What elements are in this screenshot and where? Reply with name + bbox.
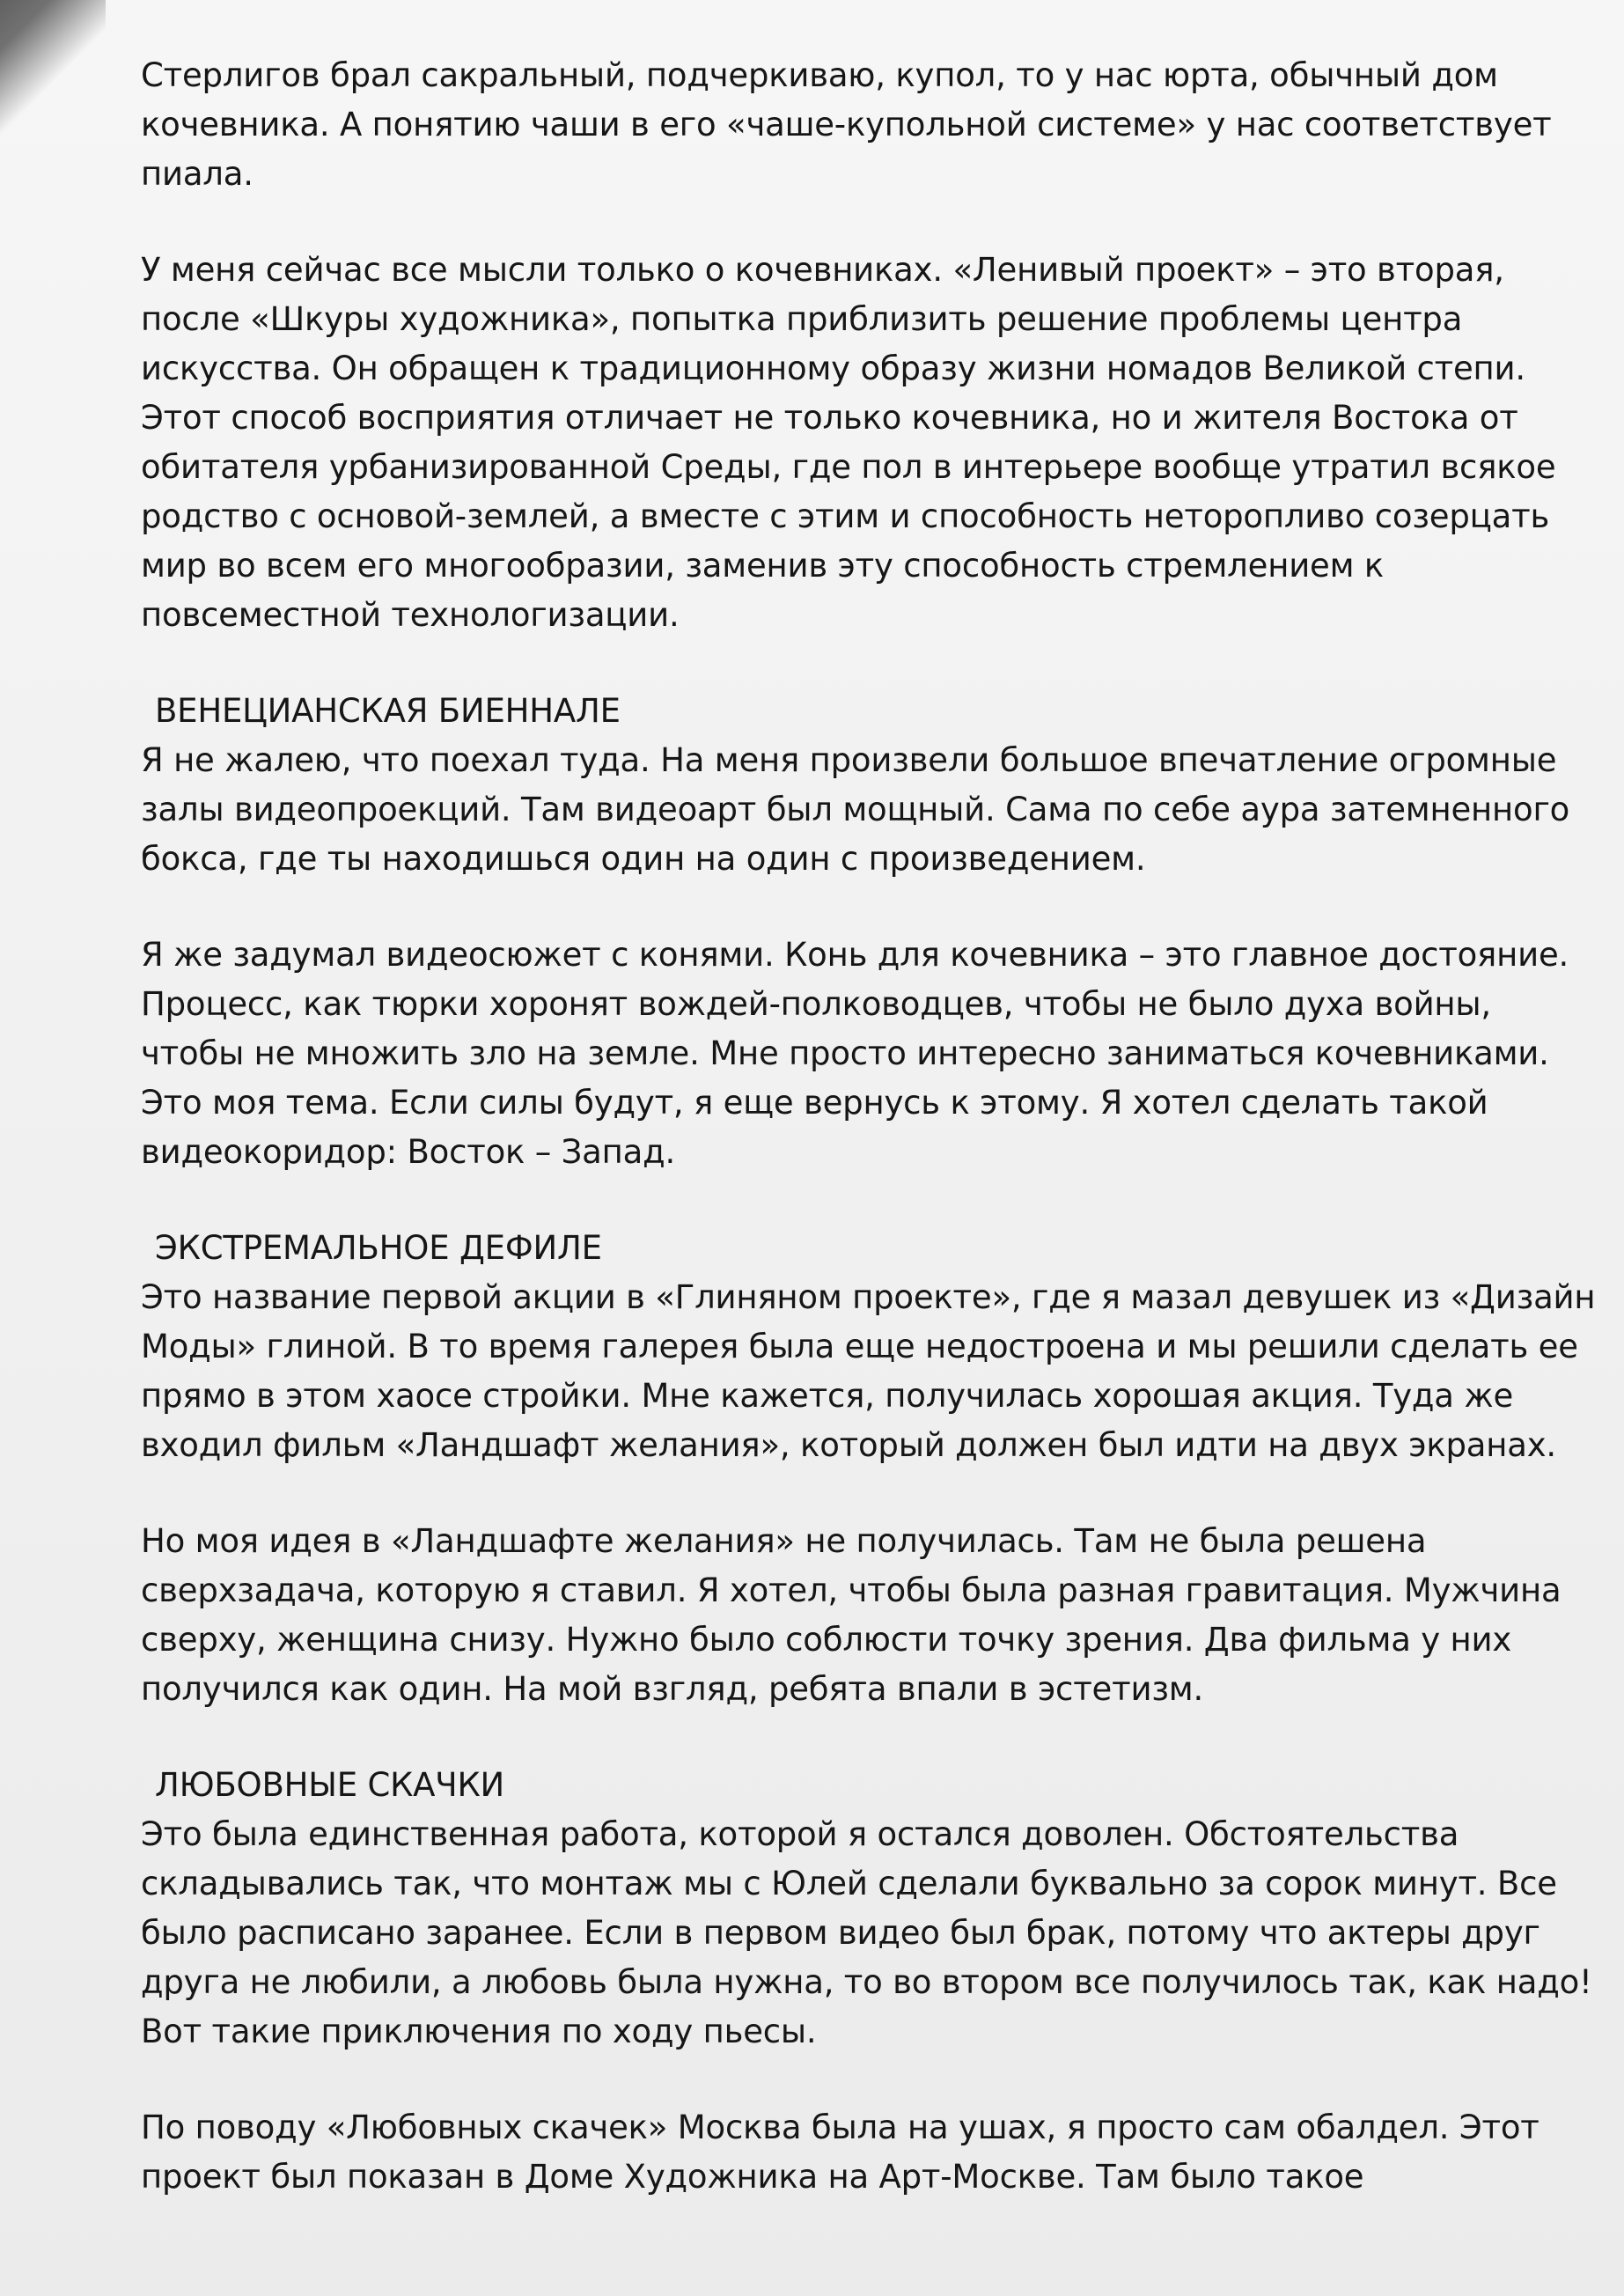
text-line: Это название первой акции в «Глиняном проекте», где я мазал девушек из «Дизайн: [141, 1278, 1596, 1316]
text-line: повсеместной технологизации.: [141, 596, 680, 634]
text-line: сверху, женщина снизу. Нужно было соблюсти точку зрения. Два фильма у них: [141, 1621, 1512, 1659]
text-line: друга не любили, а любовь была нужна, то во втором все получилось так, как надо!: [141, 1963, 1592, 2001]
paragraph: [141, 51, 1593, 199]
text-line: Это моя тема. Если силы будут, я еще вернусь к этому. Я хотел сделать такой: [141, 1084, 1488, 1122]
text-line: сверхзадача, которую я ставил. Я хотел, чтобы была разная гравитация. Мужчина: [141, 1571, 1562, 1609]
text-line: Я не жалею, что поехал туда. На меня произвели большое впечатление огромные: [141, 741, 1557, 779]
text-line: после «Шкуры художника», попытка приблизить решение проблемы центра: [141, 300, 1463, 338]
paragraph: [141, 931, 1593, 1177]
text-line: входил фильм «Ландшафт желания», который должен был идти на двух экранах.: [141, 1426, 1556, 1464]
paragraph: [141, 246, 1593, 640]
paragraph: [141, 2103, 1593, 2202]
document-body: [141, 51, 1596, 2248]
text-line: У меня сейчас все мысли только о кочевниках. «Ленивый проект» – это вторая,: [141, 251, 1504, 289]
text-line: пиала.: [141, 155, 254, 193]
text-line: Но моя идея в «Ландшафте желания» не получилась. Там не была решена: [141, 1522, 1427, 1560]
section-heading: ВЕНЕЦИАНСКАЯ БИЕННАЛЕ: [155, 692, 621, 730]
text-line: прямо в этом хаосе стройки. Мне кажется, получилась хорошая акция. Туда же: [141, 1377, 1514, 1415]
text-line: бокса, где ты находишься один на один с произведением.: [141, 840, 1146, 878]
text-line: Этот способ восприятия отличает не только кочевника, но и жителя Востока от: [141, 399, 1518, 437]
text-line: проект был показан в Доме Художника на Арт-Москве. Там было такое: [141, 2158, 1364, 2196]
section-heading: ЛЮБОВНЫЕ СКАЧКИ: [155, 1766, 504, 1804]
text-line: кочевника. А понятию чаши в его «чаше-купольной системе» у нас соответствует: [141, 106, 1552, 144]
text-line: Я же задумал видеосюжет с конями. Конь для кочевника – это главное достояние.: [141, 936, 1569, 974]
text-line: Процесс, как тюрки хоронят вождей-полководцев, чтобы не было духа войны,: [141, 985, 1491, 1023]
text-line: мир во всем его многообразии, заменив эту способность стремлением к: [141, 547, 1385, 585]
text-line: получился как один. На мой взгляд, ребята впали в эстетизм.: [141, 1670, 1204, 1708]
text-line: Моды» глиной. В то время галерея была еще недостроена и мы решили сделать ее: [141, 1328, 1578, 1365]
text-line: видеокоридор: Восток – Запад.: [141, 1133, 676, 1171]
paragraph: [141, 1810, 1593, 2057]
text-line: По поводу «Любовных скачек» Москва была на ушах, я просто сам обалдел. Этот: [141, 2108, 1539, 2146]
paragraph: [141, 1273, 1596, 1470]
text-line: Вот такие приключения по ходу пьесы.: [141, 2013, 817, 2050]
text-line: искусства. Он обращен к традиционному образу жизни номадов Великой степи.: [141, 350, 1525, 387]
paragraph: [141, 1517, 1593, 1714]
text-line: обитателя урбанизированной Среды, где пол в интерьере вообще утратил всякое: [141, 448, 1556, 486]
section-heading: ЭКСТРЕМАЛЬНОЕ ДЕФИЛЕ: [155, 1229, 602, 1267]
text-line: Это была единственная работа, которой я остался доволен. Обстоятельства: [141, 1815, 1459, 1853]
text-line: Стерлигов брал сакральный, подчеркиваю, купол, то у нас юрта, обычный дом: [141, 56, 1498, 94]
text-line: складывались так, что монтаж мы с Юлей сделали буквально за сорок минут. Все: [141, 1865, 1557, 1902]
text-line: было расписано заранее. Если в первом видео был брак, потому что актеры друг: [141, 1914, 1540, 1952]
paragraph: [141, 736, 1593, 884]
text-line: чтобы не множить зло на земле. Мне просто интересно заниматься кочевниками.: [141, 1034, 1549, 1072]
page-corner-shadow: [0, 0, 106, 167]
text-line: залы видеопроекций. Там видеоарт был мощный. Сама по себе аура затемненного: [141, 791, 1570, 828]
text-line: родство с основой-землей, а вместе с этим и способность неторопливо созерцать: [141, 497, 1550, 535]
